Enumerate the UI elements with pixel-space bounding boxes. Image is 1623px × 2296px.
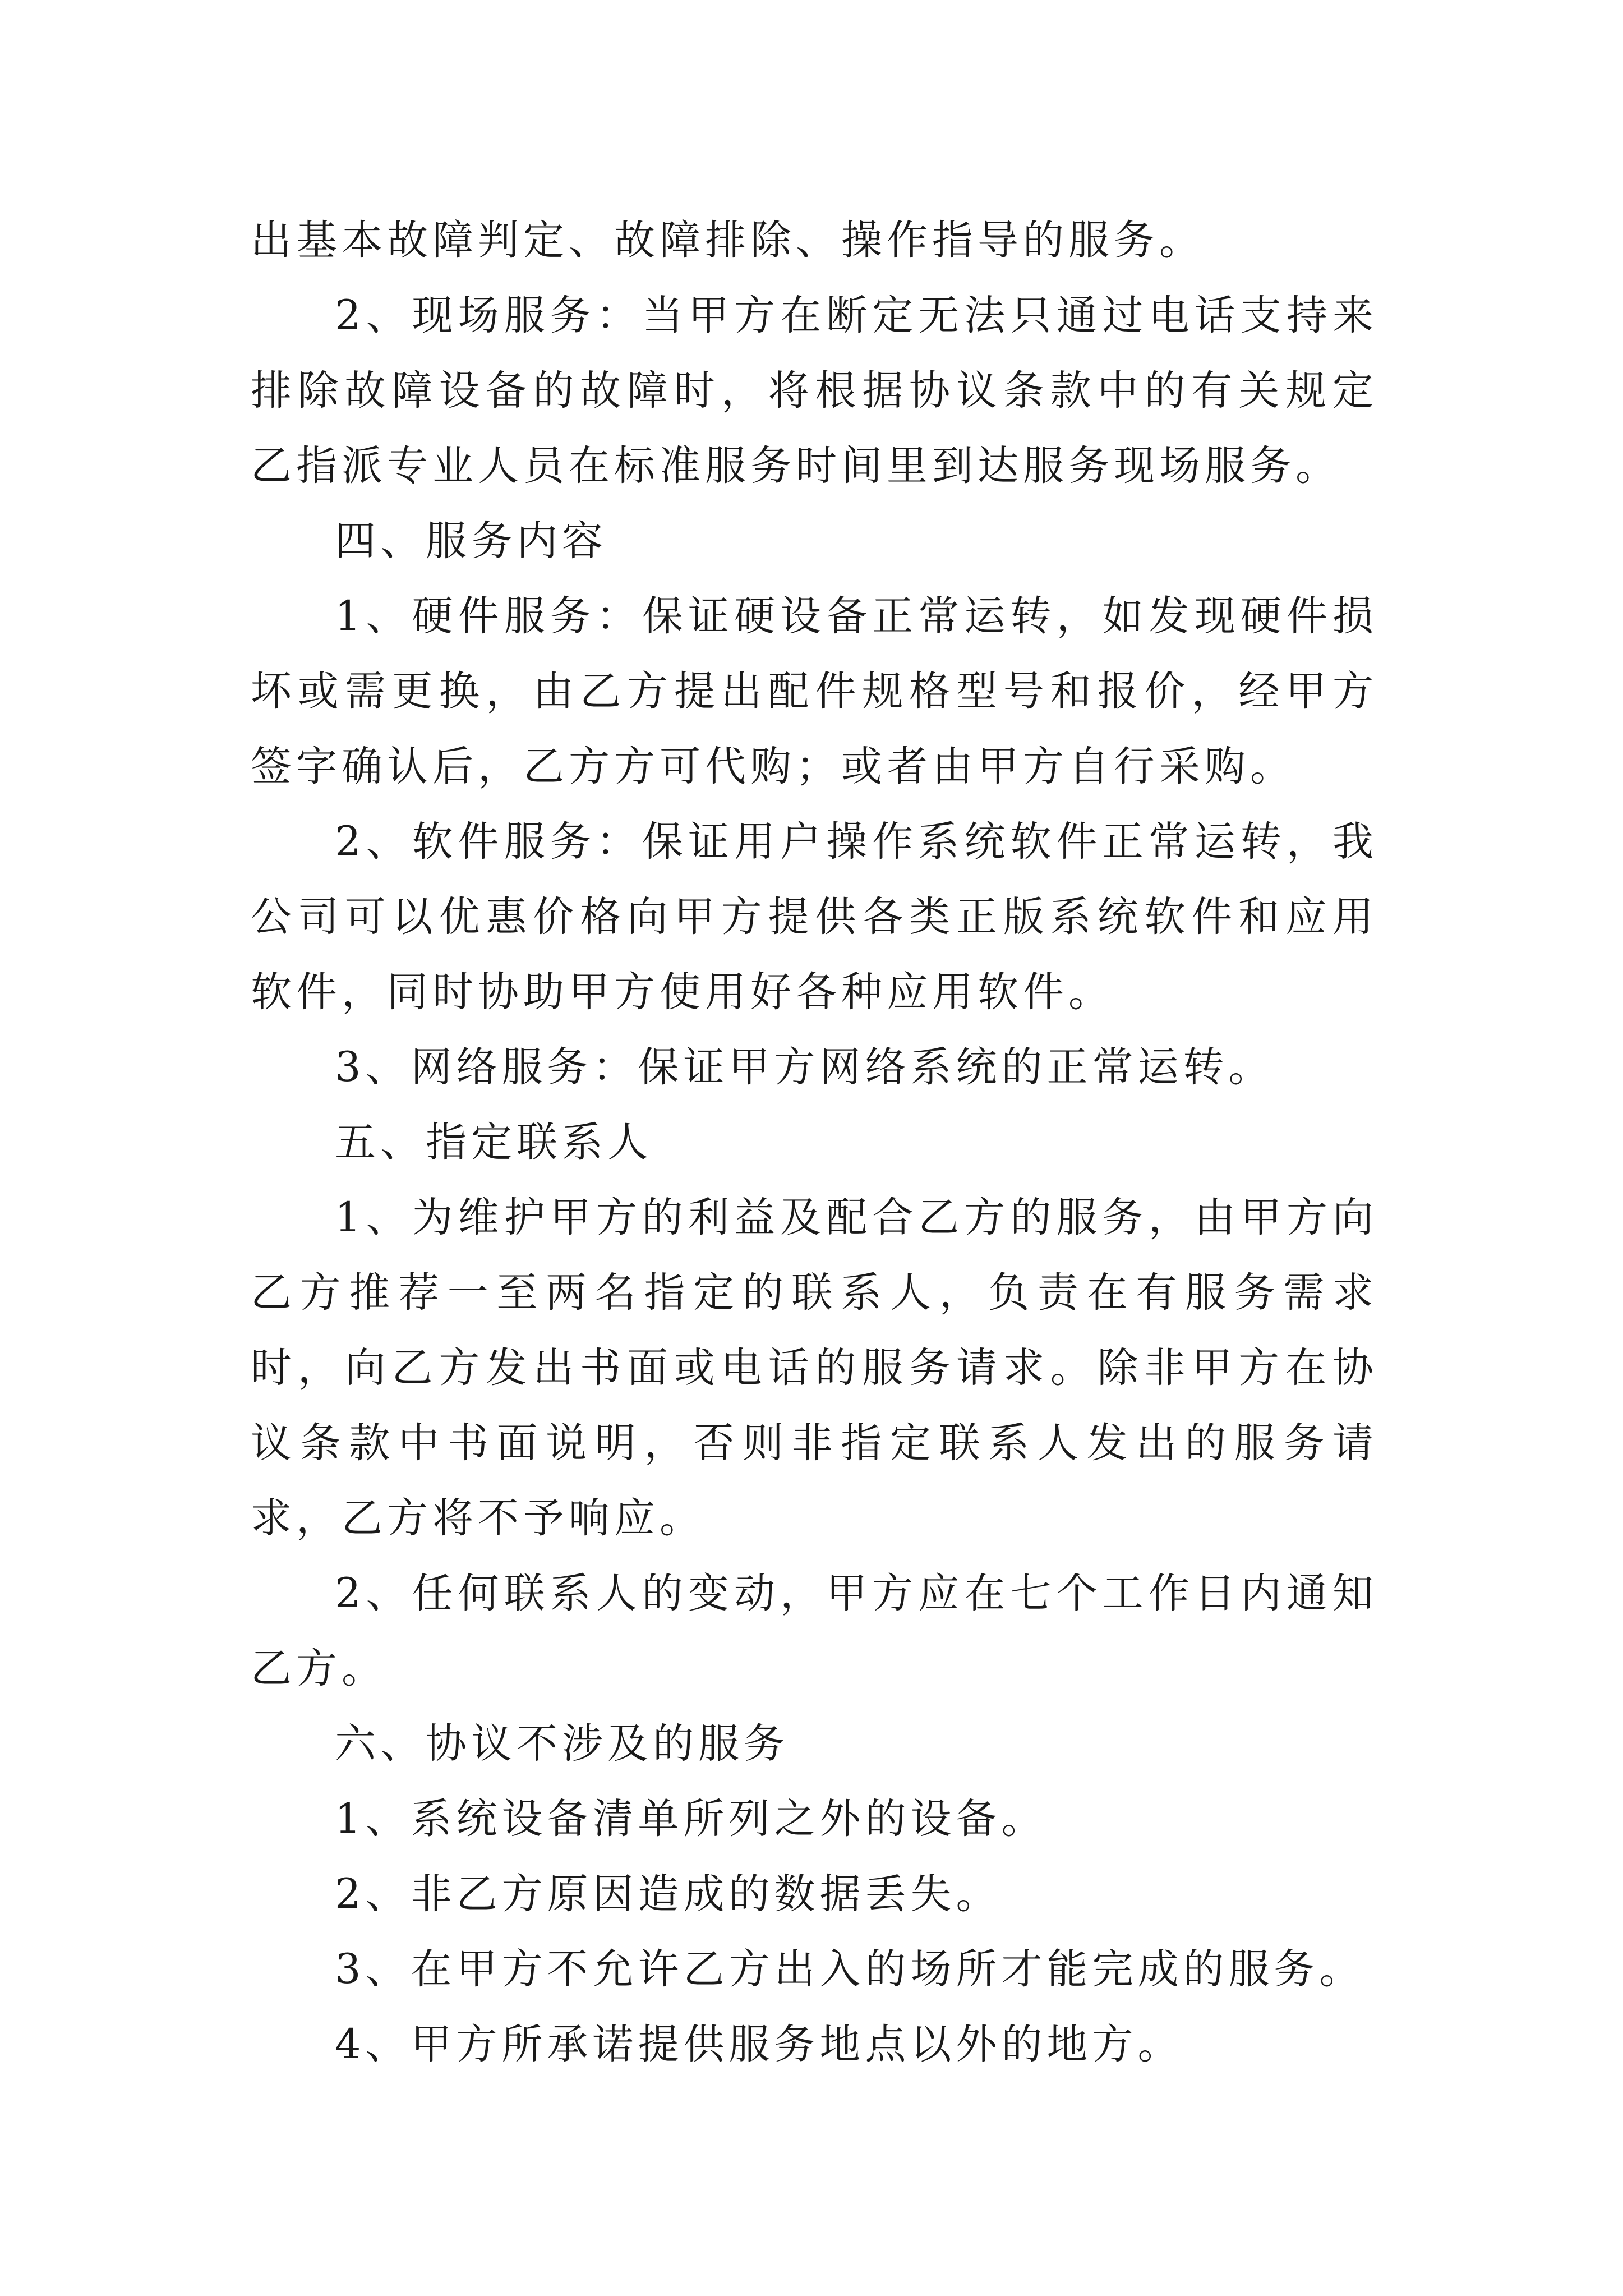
paragraph-14: 4、甲方所承诺提供服务地点以外的地方。 <box>335 2021 1183 2068</box>
paragraph-5: 2、软件服务：保证用户操作系统软件正常运转，我公司可以优惠价格向甲方提供各类正版系统软件和应用软件，同时协助甲方使用好各种应用软件。 <box>251 818 1378 1016</box>
section-heading-6: 六、协议不涉及的服务 <box>335 1720 789 1768</box>
paragraph-8: 1、为维护甲方的利益及配合乙方的服务，由甲方向乙方推荐一至两名指定的联系人，负责在有服务需求时，向乙方发出书面或电话的服务请求。除非甲方在协议条款中书面说明，否则非指定联系人发出的服务请求，乙方将不予响应。 <box>251 1194 1378 1542</box>
paragraph-11: 1、系统设备清单所列之外的设备。 <box>335 1795 1047 1843</box>
paragraph-13: 3、在甲方不允许乙方出入的场所才能完成的服务。 <box>335 1945 1365 1993</box>
section-heading-5: 五、指定联系人 <box>335 1119 653 1166</box>
paragraph-2: 2、现场服务：当甲方在断定无法只通过电话支持来排除故障设备的故障时，将根据协议条款中的有关规定乙指派专业人员在标准服务时间里到达服务现场服务。 <box>251 292 1378 490</box>
paragraph-6: 3、网络服务：保证甲方网络系统的正常运转。 <box>335 1043 1274 1091</box>
document-body <box>251 203 1378 2082</box>
paragraph-9: 2、任何联系人的变动，甲方应在七个工作日内通知乙方。 <box>251 1570 1378 1692</box>
paragraph-1: 出基本故障判定、故障排除、操作指导的服务。 <box>251 217 1205 264</box>
section-heading-4: 四、服务内容 <box>335 517 607 565</box>
paragraph-4: 1、硬件服务：保证硬设备正常运转，如发现硬件损坏或需更换，由乙方提出配件规格型号和报价，经甲方签字确认后，乙方方可代购；或者由甲方自行采购。 <box>251 592 1378 790</box>
paragraph-12: 2、非乙方原因造成的数据丢失。 <box>335 1870 1002 1918</box>
